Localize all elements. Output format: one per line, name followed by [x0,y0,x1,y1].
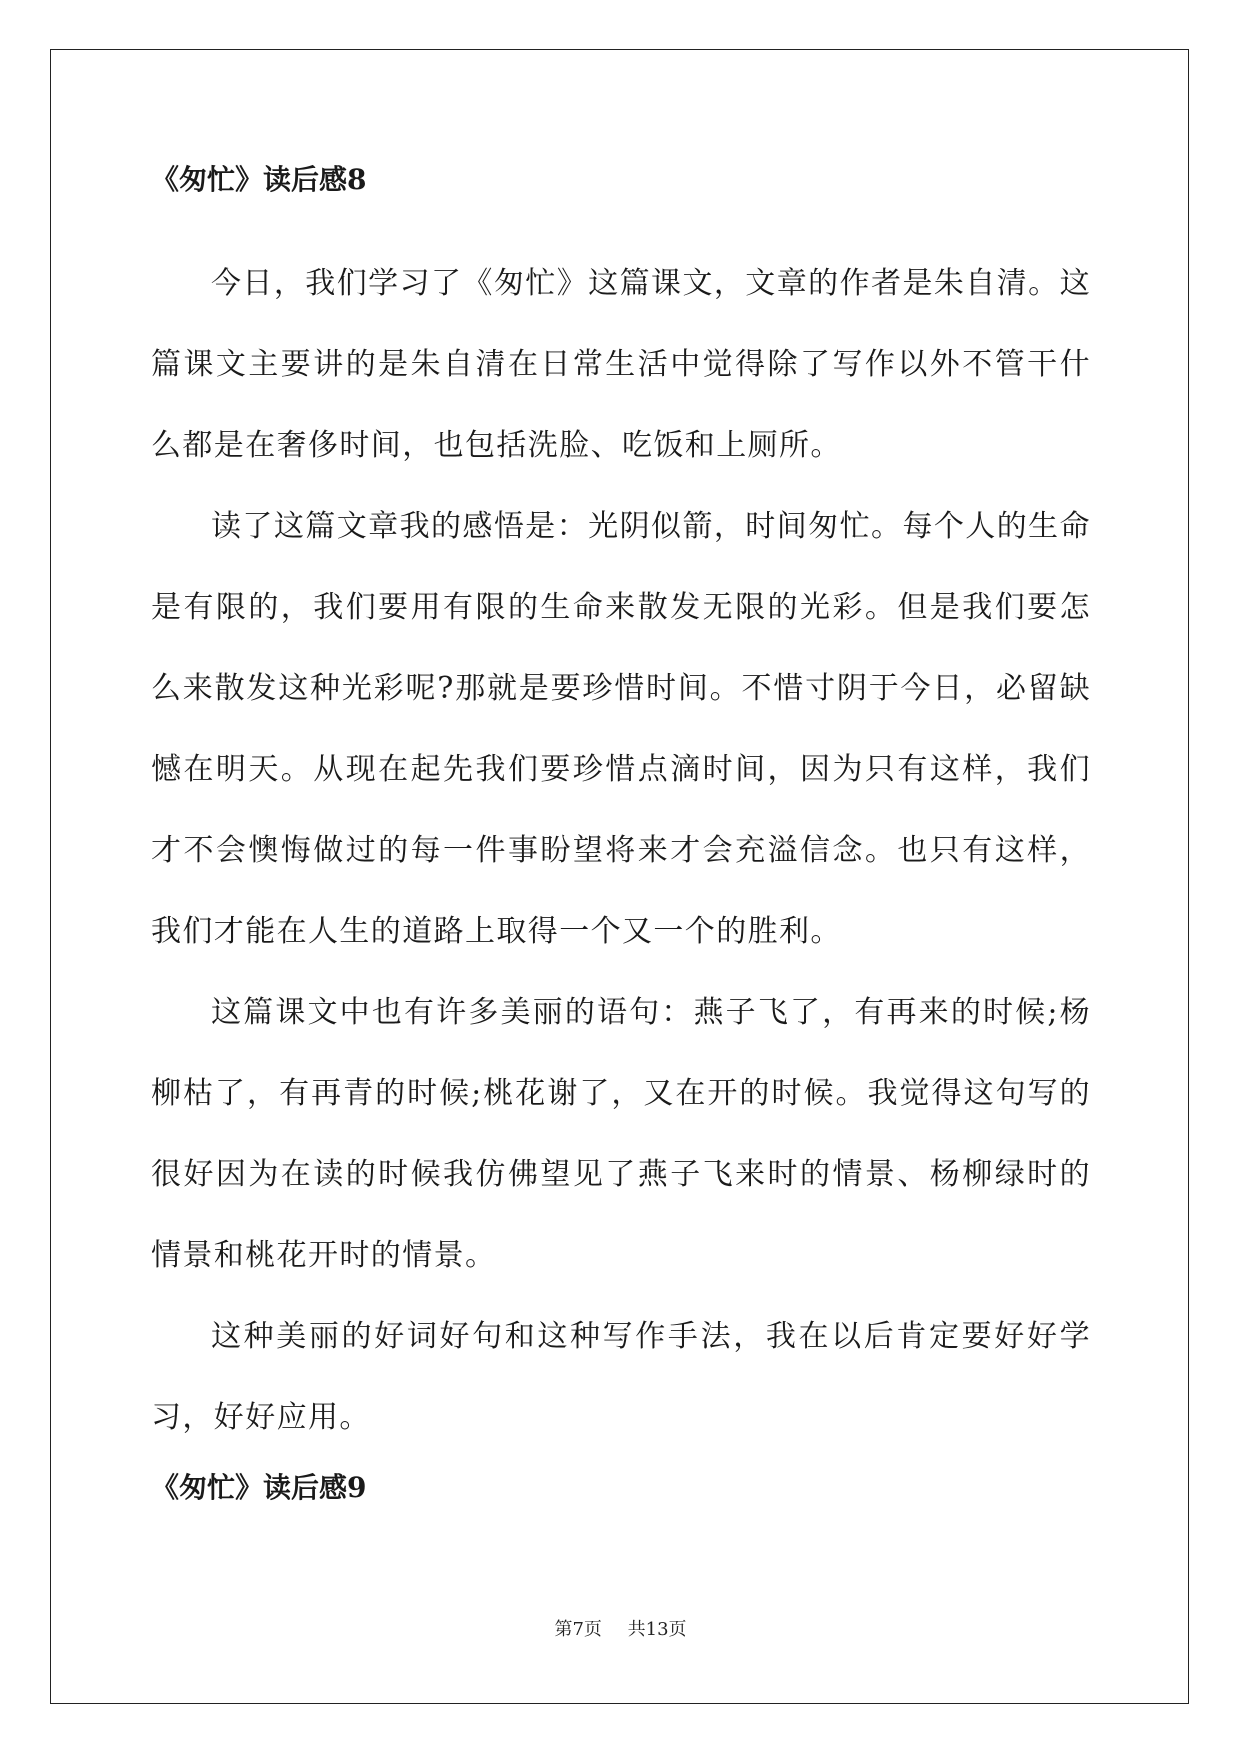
document-body [151,160,1091,1508]
paragraph-3: 这篇课文中也有许多美丽的语句：燕子飞了，有再来的时候;杨柳枯了，有再青的时候;桃花谢了，又在开的时候。我觉得这句写的很好因为在读的时候我仿佛望见了燕子飞来时的情景、杨柳绿时的情景和桃花开时的情景。 [151,995,1091,1273]
section-title-8: 《匆忙》读后感8 [151,163,367,196]
page-number: 第7页 [554,1619,602,1640]
paragraph-4: 这种美丽的好词好句和这种写作手法，我在以后肯定要好好学习，好好应用。 [151,1319,1091,1435]
page-total: 共13页 [627,1619,687,1640]
section-title-9: 《匆忙》读后感9 [151,1471,367,1504]
page-footer [0,1615,1241,1641]
paragraph-1: 今日，我们学习了《匆忙》这篇课文，文章的作者是朱自清。这篇课文主要讲的是朱自清在日常生活中觉得除了写作以外不管干什么都是在奢侈时间，也包括洗脸、吃饭和上厕所。 [151,266,1091,463]
paragraph-2: 读了这篇文章我的感悟是：光阴似箭，时间匆忙。每个人的生命是有限的，我们要用有限的生命来散发无限的光彩。但是我们要怎么来散发这种光彩呢?那就是要珍惜时间。不惜寸阴于今日，必留缺憾在明天。从现在起先我们要珍惜点滴时间，因为只有这样，我们才不会懊悔做过的每一件事盼望将来才会充溢信念。也只有这样，我们才能在人生的道路上取得一个又一个的胜利。 [151,509,1091,949]
